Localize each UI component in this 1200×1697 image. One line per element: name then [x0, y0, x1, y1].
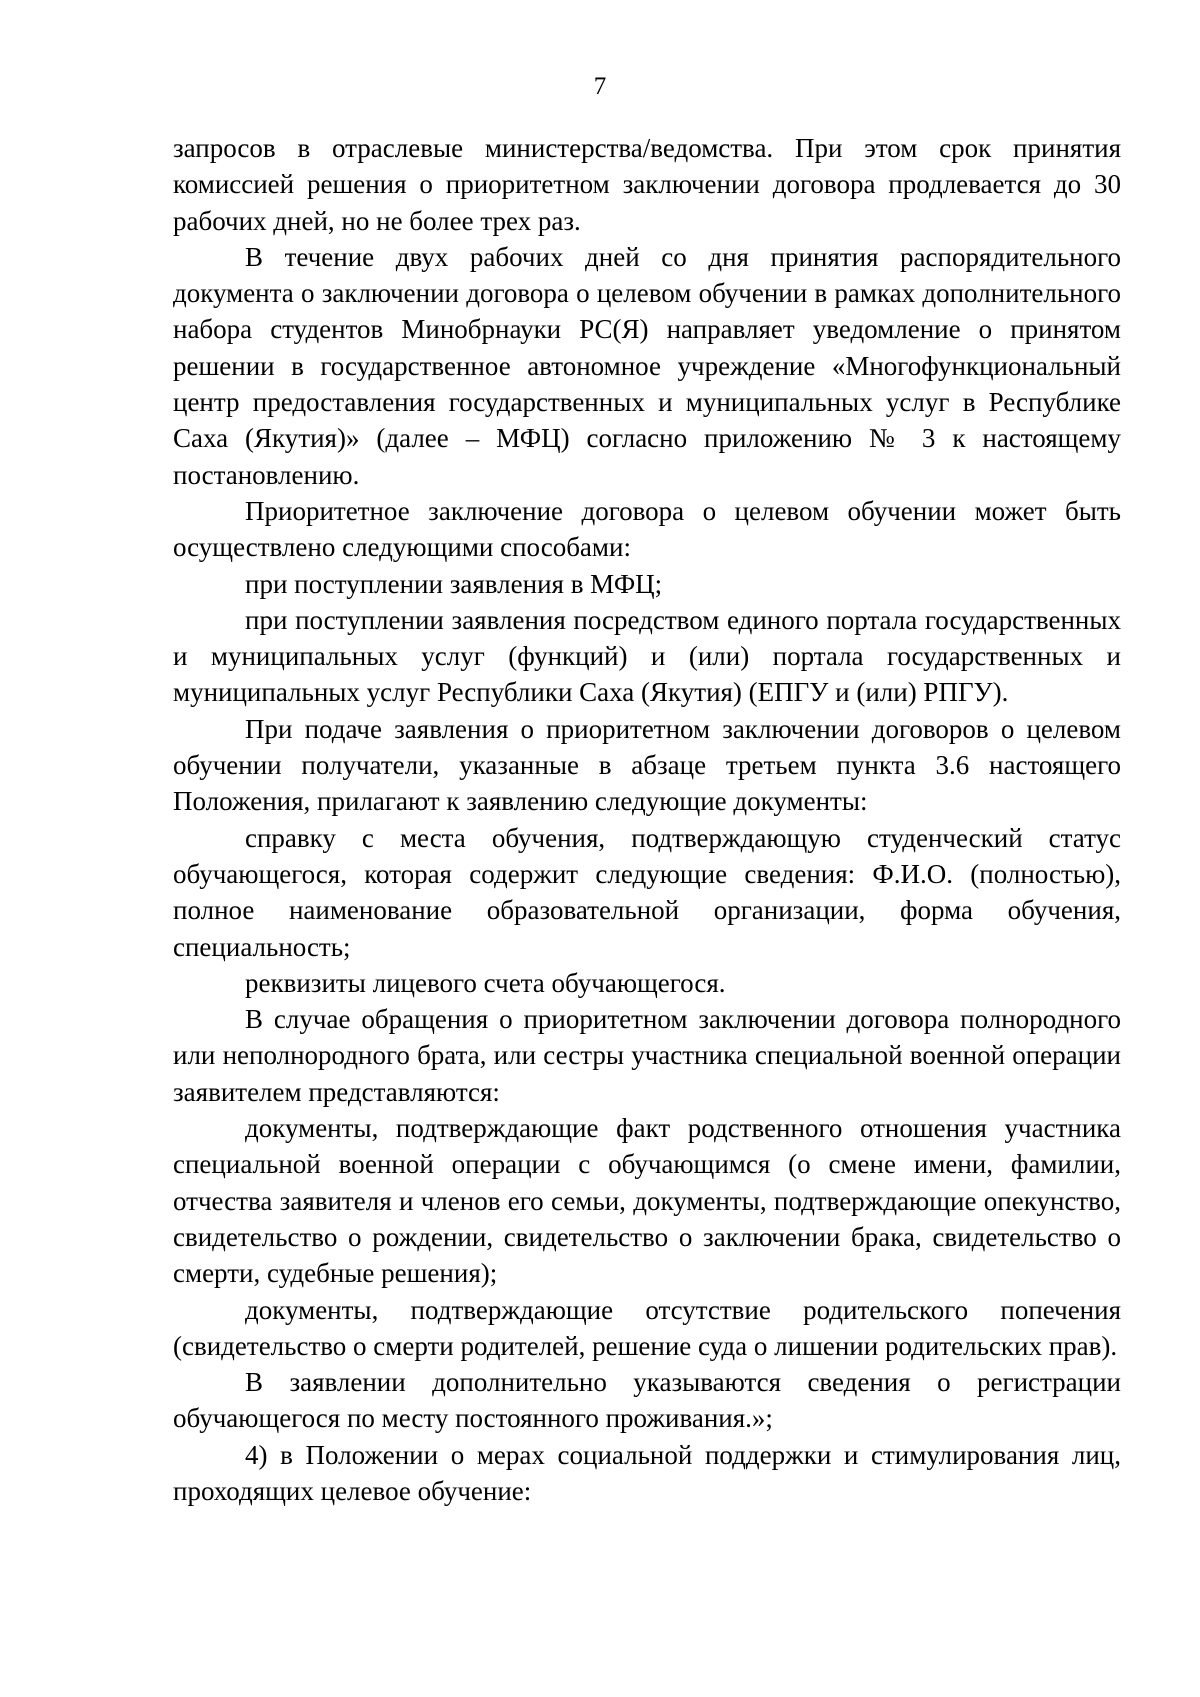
paragraph-registration-info: В заявлении дополнительно указываются сведения о регистрации обучающегося по месту постоянного проживания.»;: [173, 1367, 1121, 1434]
paragraph-sibling-case: В случае обращения о приоритетном заключении договора полнородного или неполнородного брата, или сестры участника специальной военной операции заявителем представляются:: [173, 1004, 1121, 1107]
page-number: 7: [593, 73, 607, 100]
paragraph-study-certificate: справку с места обучения, подтверждающую студенческий статус обучающегося, которая содержит следующие сведения: Ф.И.О. (полностью), полное наименование образовательной организации, форма обучения, специальность;: [173, 822, 1121, 962]
paragraph-kinship-documents: документы, подтверждающие факт родственного отношения участника специальной военной операции с обучающимся (о смене имени, фамилии, отчества заявителя и членов его семьи, документы, подтверждающие опекунство, свидетельство о рождении, свидетельство о заключении брака, свидетельство о смерти, судебные решения);: [173, 1113, 1121, 1289]
paragraph-item-4: 4) в Положении о мерах социальной поддержки и стимулирования лиц, проходящих целевое обучение:: [173, 1439, 1121, 1506]
paragraph-method-portal: при поступлении заявления посредством единого портала государственных и муниципальных услуг (функций) и (или) портала государственных и муниципальных услуг Республики Саха (Якутия) (ЕПГУ и (или) РПГУ).: [173, 604, 1121, 708]
paragraph-mfc-notification: В течение двух рабочих дней со дня принятия распорядительного документа о заключении договора о целевом обучении в рамках дополнительного набора студентов Минобрнауки РС(Я) направляет уведомление о принятом решении в государственное автономное учреждение «Многофункциональный центр предоставления государственных и муниципальных услуг в Республике Саха (Якутия)» (далее – МФЦ) согласно приложению № 3 к настоящему постановлению.: [173, 241, 1121, 490]
paragraph-method-mfc: при поступлении заявления в МФЦ;: [245, 568, 663, 599]
paragraph-documents-intro: При подаче заявления о приоритетном заключении договоров о целевом обучении получатели, указанные в абзаце третьем пункта 3.6 настоящего Положения, прилагают к заявлению следующие документы:: [173, 713, 1121, 817]
paragraph-account-details: реквизиты лицевого счета обучающегося.: [245, 967, 726, 998]
paragraph-continuation: запросов в отраслевые министерства/ведомства. При этом срок принятия комиссией решения о приоритетном заключении договора продлевается до 30 рабочих дней, но не более трех раз.: [173, 133, 1121, 236]
document-body: [173, 130, 1121, 1509]
paragraph-guardianship-documents: документы, подтверждающие отсутствие родительского попечения (свидетельство о смерти родителей, решение суда о лишении родительских прав).: [173, 1294, 1121, 1361]
paragraph-priority-methods: Приоритетное заключение договора о целевом обучении может быть осуществлено следующими способами:: [173, 495, 1121, 563]
